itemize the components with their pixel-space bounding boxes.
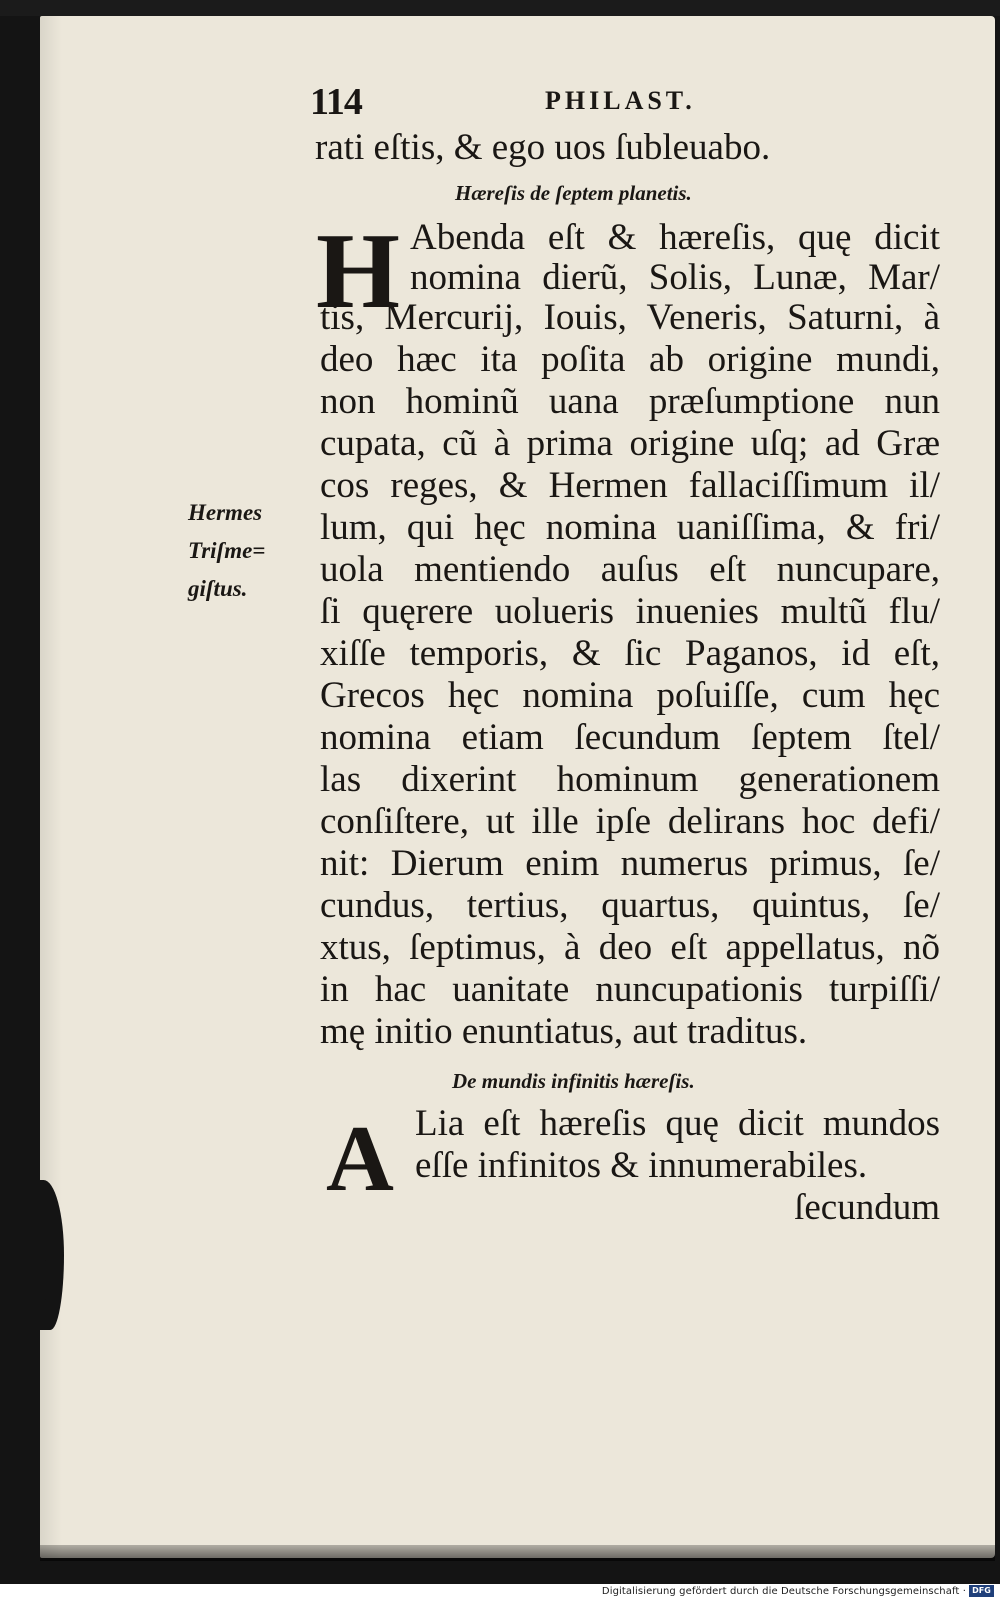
text-line: las dixerint hominum generationem: [320, 759, 940, 800]
text-line: tis, Mercurij, Iouis, Veneris, Saturni, à: [320, 297, 940, 338]
text-line: lum, qui hęc nomina uaniſſima, & fri/: [320, 507, 940, 548]
drop-cap-a: A: [326, 1107, 394, 1211]
running-head: [310, 80, 960, 123]
text-line: in hac uanitate nuncupationis turpiſſi/: [320, 969, 940, 1010]
running-title: PHILAST.: [545, 86, 696, 115]
dfg-logo: DFG: [969, 1585, 994, 1597]
text-line: Lia eſt hæreſis quę dicit mundos: [415, 1103, 940, 1144]
drop-cap-h: H: [316, 212, 401, 331]
marginal-note-line: giſtus.: [188, 576, 248, 601]
text-line: mę initio enuntiatus, aut traditus.: [320, 1011, 808, 1052]
text-line: deo hæc ita poſita ab origine mundi,: [320, 339, 940, 380]
page-number: 114: [310, 81, 362, 123]
marginal-note-line: Triſme=: [188, 538, 266, 563]
marginal-note-line: Hermes: [188, 500, 263, 525]
text-line: nomina dierũ, Solis, Lunæ, Mar/: [410, 257, 940, 298]
text-line: cupata, cũ à prima origine uſq; ad Græ: [320, 423, 940, 464]
scan-top-band: [0, 0, 1000, 16]
section-heading-planets: Hæreſis de ſeptem planetis.: [455, 181, 692, 205]
text-line: xiſſe temporis, & ſic Paganos, id eſt,: [320, 633, 940, 674]
text-line: Grecos hęc nomina poſuiſſe, cum hęc: [320, 675, 940, 716]
text-line: nomina etiam ſecundum ſeptem ſtel/: [320, 717, 940, 758]
page-edge-damage-lower: [30, 1260, 56, 1300]
catchword: ſecundum: [794, 1187, 940, 1228]
text-line: Abenda eſt & hæreſis, quę dicit: [410, 217, 940, 258]
text-line: conſiſtere, ut ille ipſe delirans hoc defi/: [320, 801, 940, 842]
text-line: cundus, tertius, quartus, quintus, ſe/: [320, 885, 940, 926]
credit-text: Digitalisierung gefördert durch die Deutsche Forschungsgemeinschaft ·: [601, 1586, 966, 1597]
page-bottom-shadow: [40, 1545, 995, 1561]
section-heading-worlds: De mundis infinitis hæreſis.: [452, 1069, 695, 1093]
text-line: xtus, ſeptimus, à deo eſt appellatus, nõ: [320, 927, 940, 968]
text-line: non hominũ uana præſumptione nun: [320, 381, 940, 422]
text-line: nit: Dierum enim numerus primus, ſe/: [320, 843, 940, 884]
text-line: uola mentiendo auſus eſt nuncupare,: [320, 549, 940, 590]
carry-over-line: rati eſtis, & ego uos ſubleuabo.: [315, 127, 771, 168]
text-line: eſſe infinitos & innumerabiles.: [415, 1145, 868, 1186]
text-line: cos reges, & Hermen fallaciſſimum il/: [320, 465, 940, 506]
text-line: ſi quęrere uolueris inuenies multũ flu/: [320, 591, 940, 632]
